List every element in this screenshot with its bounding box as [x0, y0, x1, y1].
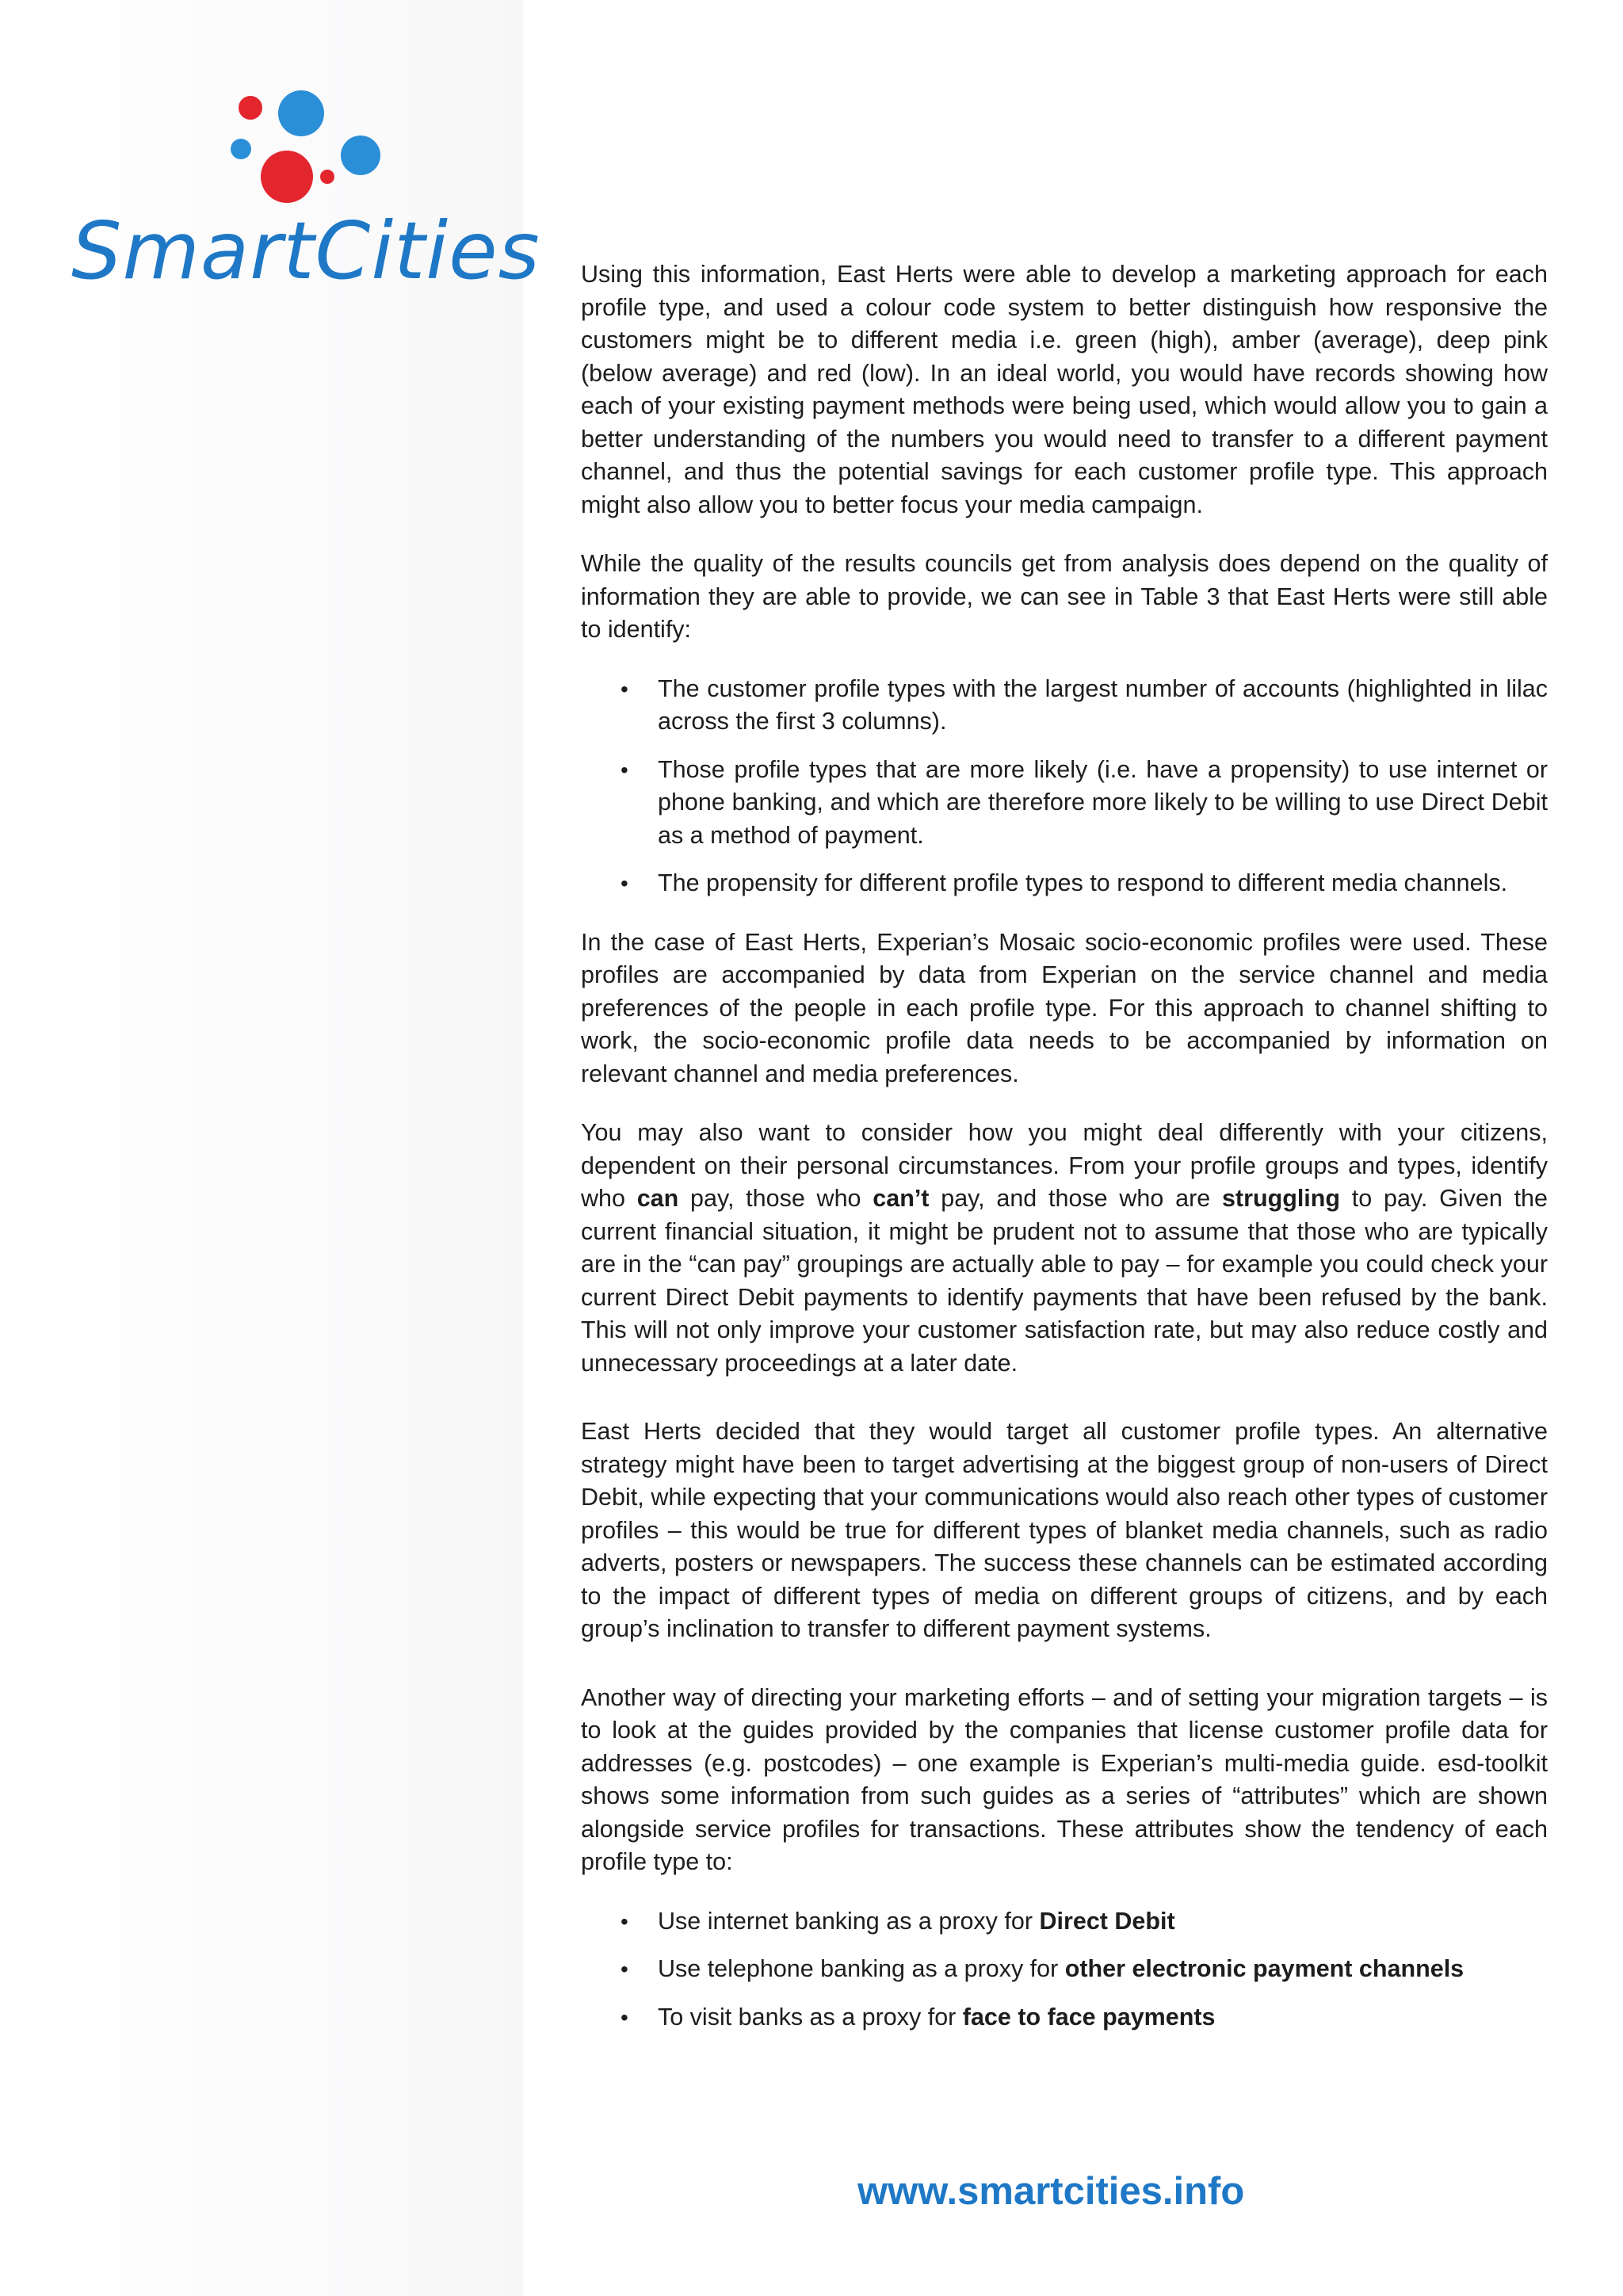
list-item: • Those profile types that are more likely (i.e. have a propensity) to use internet or phone banking, and which are therefore more likely to be willing to use Direct Debit as a method of payment. — [581, 754, 1548, 853]
list-item: • Use internet banking as a proxy for Direct Debit — [581, 1905, 1548, 1939]
paragraph-5: East Herts decided that they would target all customer profile types. An alternative strategy might have been to target advertising at the biggest group of non-users of Direct Debit, while expecting that your communications would also reach other types of customer profiles – this would be true for different types of blanket media channels, such as radio adverts, posters or newspapers. The success these channels can be estimated according to the impact of different types of media on different groups of citizens, and by each group’s inclination to transfer to different payment systems. — [581, 1418, 1548, 1642]
paragraph-2: While the quality of the results councils get from analysis does depend on the quality of information they are able to provide, we can see in Table 3 that East Herts were still able to identify: — [581, 550, 1548, 643]
paragraph-6: Another way of directing your marketing efforts – and of setting your migration targets – is to look at the guides provided by the companies that license customer profile data for addresses (e.g. postcodes) – one example is Experian’s multi-media guide. esd-toolkit shows some information from such guides as a series of “attributes” which are shown alongside service profiles for transactions. These attributes show the tendency of each profile type to: — [581, 1683, 1548, 1875]
attributes-list — [581, 1905, 1548, 2034]
logo-dot — [341, 136, 380, 175]
list-item: • The propensity for different profile types to respond to different media channels. — [581, 867, 1548, 900]
paragraph-1: Using this information, East Herts were able to develop a marketing approach for each profile type, and used a colour code system to better distinguish how responsive the customers might be to different media i.e. green (high), amber (average), deep pink (below average) and red (low). In an ideal world, you would have records showing how each of your existing payment methods were being used, which would allow you to gain a better understanding of the numbers you would need to transfer to a different payment channel, and thus the potential savings for each customer profile type. This approach might also allow you to better focus your media campaign. — [581, 261, 1548, 518]
list-item: • To visit banks as a proxy for face to face payments — [581, 2001, 1548, 2034]
logo-dot — [261, 151, 313, 203]
paragraph-4: You may also want to consider how you might deal differently with your citizens, dependent on their personal circumstances. From your profile groups and types, identify who can pay, those who can’t pay, and those who are struggling to pay. Given the current financial situation, it might be prudent not to assume that those who are typically are in the “can pay” groupings are actually able to pay – for example you could check your current Direct Debit payments to identify payments that have been refused by the bank. This will not only improve your customer satisfaction rate, but may also reduce costly and unnecessary proceedings at a later date. — [581, 1119, 1548, 1377]
identify-list — [581, 673, 1548, 900]
smartcities-logo — [71, 87, 540, 309]
logo-dot — [320, 170, 334, 184]
article-body — [581, 258, 1548, 2060]
logo-wordmark: SmartCities — [71, 204, 540, 297]
list-item: • The customer profile types with the largest number of accounts (highlighted in lilac across the first 3 columns). — [581, 673, 1548, 739]
list-item: • Use telephone banking as a proxy for other electronic payment channels — [581, 1953, 1548, 1986]
footer-website-link[interactable]: www.smartcities.info — [857, 2170, 1245, 2213]
logo-dot — [278, 90, 324, 136]
paragraph-3: In the case of East Herts, Experian’s Mosaic socio-economic profiles were used. These profiles are accompanied by data from Experian on the service channel and media preferences of the people in each profile type. For this approach to channel shifting to work, the socio-economic profile data needs to be accompanied by information on relevant channel and media preferences. — [581, 928, 1548, 1087]
logo-dot — [231, 139, 251, 159]
logo-dot — [239, 96, 262, 120]
sidebar-background — [0, 0, 523, 2296]
